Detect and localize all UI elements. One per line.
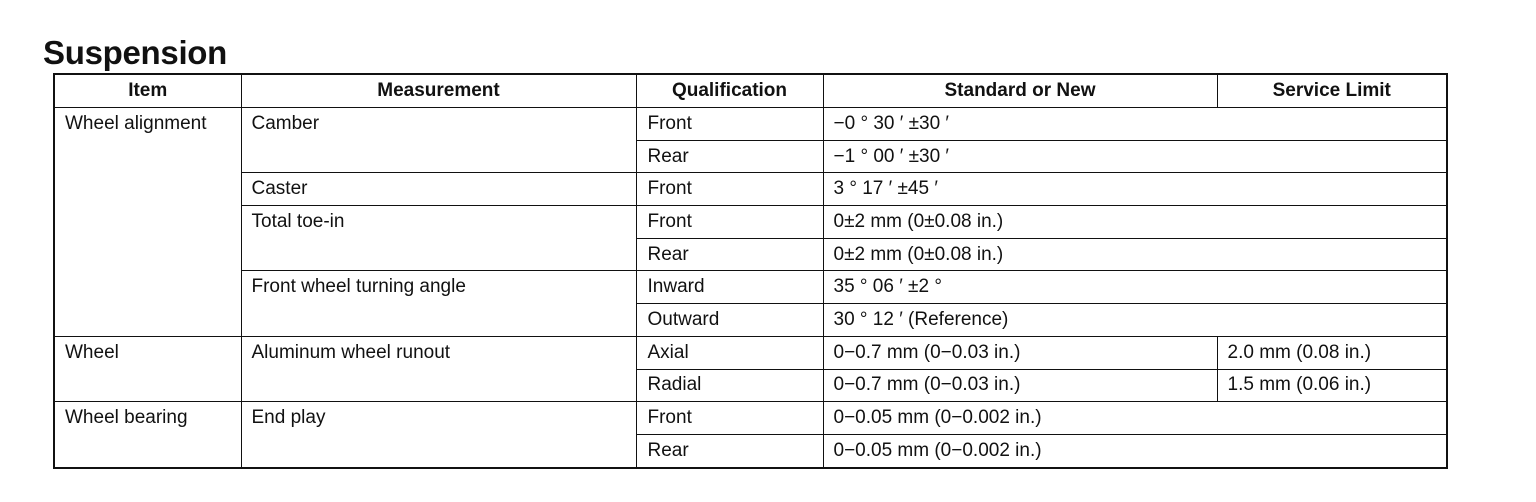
item-cell: Wheel alignment xyxy=(54,108,241,337)
header-item: Item xyxy=(54,74,241,108)
page-title: Suspension xyxy=(43,34,228,71)
measurement-cell: Camber xyxy=(241,108,636,173)
measurement-cell: Front wheel turning angle xyxy=(241,271,636,336)
measurement-cell: Caster xyxy=(241,173,636,206)
qualification-cell: Front xyxy=(636,402,823,435)
qualification-cell: Rear xyxy=(636,238,823,271)
measurement-cell: Aluminum wheel runout xyxy=(241,336,636,401)
suspension-spec-table xyxy=(53,73,1448,469)
service-limit-cell: 1.5 mm (0.06 in.) xyxy=(1217,369,1447,402)
measurement-cell: Total toe-in xyxy=(241,206,636,271)
table-row xyxy=(54,173,1447,206)
standard-cell: 30 ° 12 ′ (Reference) xyxy=(823,304,1447,337)
qualification-cell: Radial xyxy=(636,369,823,402)
standard-cell: 0−0.05 mm (0−0.002 in.) xyxy=(823,402,1447,435)
qualification-cell: Front xyxy=(636,173,823,206)
table-row xyxy=(54,206,1447,239)
standard-cell: 0−0.7 mm (0−0.03 in.) xyxy=(823,369,1217,402)
item-cell: Wheel bearing xyxy=(54,402,241,468)
qualification-cell: Outward xyxy=(636,304,823,337)
table-row xyxy=(54,271,1447,304)
table-row xyxy=(54,336,1447,369)
standard-cell: 3 ° 17 ′ ±45 ′ xyxy=(823,173,1447,206)
measurement-cell: End play xyxy=(241,402,636,468)
header-qualification: Qualification xyxy=(636,74,823,108)
qualification-cell: Front xyxy=(636,108,823,141)
table-row xyxy=(54,108,1447,141)
qualification-cell: Inward xyxy=(636,271,823,304)
header-measurement: Measurement xyxy=(241,74,636,108)
header-standard: Standard or New xyxy=(823,74,1217,108)
qualification-cell: Front xyxy=(636,206,823,239)
table-header-row xyxy=(54,74,1447,108)
qualification-cell: Rear xyxy=(636,434,823,467)
qualification-cell: Rear xyxy=(636,140,823,173)
standard-cell: 0−0.05 mm (0−0.002 in.) xyxy=(823,434,1447,467)
standard-cell: 0±2 mm (0±0.08 in.) xyxy=(823,238,1447,271)
table-row xyxy=(54,402,1447,435)
qualification-cell: Axial xyxy=(636,336,823,369)
service-limit-cell: 2.0 mm (0.08 in.) xyxy=(1217,336,1447,369)
standard-cell: 0−0.7 mm (0−0.03 in.) xyxy=(823,336,1217,369)
header-service-limit: Service Limit xyxy=(1217,74,1447,108)
standard-cell: 35 ° 06 ′ ±2 ° xyxy=(823,271,1447,304)
standard-cell: −1 ° 00 ′ ±30 ′ xyxy=(823,140,1447,173)
standard-cell: 0±2 mm (0±0.08 in.) xyxy=(823,206,1447,239)
item-cell: Wheel xyxy=(54,336,241,401)
standard-cell: −0 ° 30 ′ ±30 ′ xyxy=(823,108,1447,141)
